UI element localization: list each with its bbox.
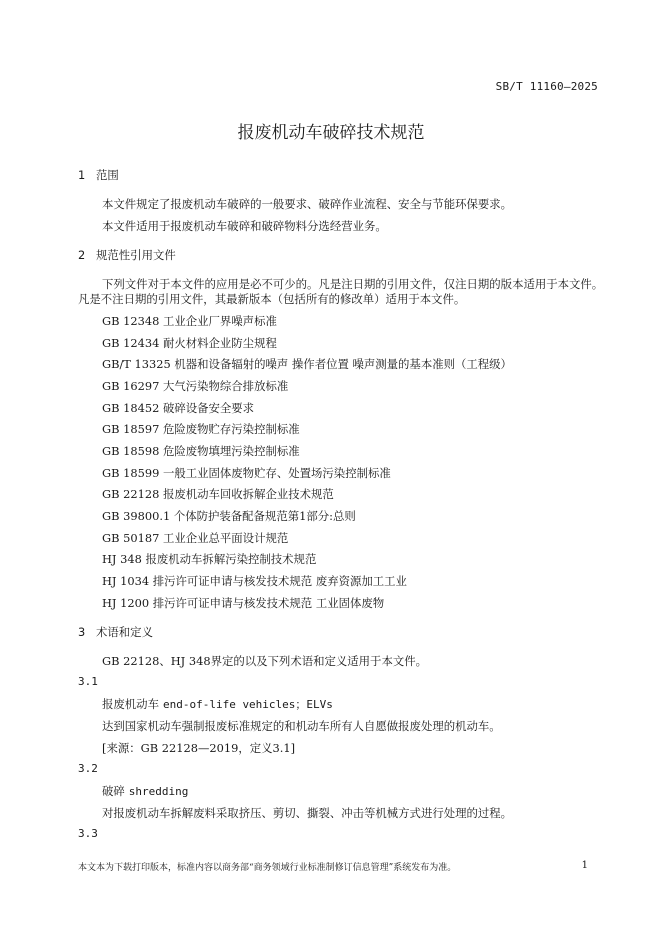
section-number: 1 [78, 168, 86, 182]
footer-note: 本文本为下载打印版本，标准内容以商务部“商务领域行业标准制修订信息管理”系统发布为准。 [78, 863, 457, 873]
term-english: shredding [128, 785, 189, 798]
reference-item: GB 12348 工业企业厂界噪声标准 [102, 314, 277, 328]
section-title: 规范性引用文件 [96, 248, 176, 262]
section-2-heading [78, 247, 176, 263]
section-number: 2 [78, 248, 86, 262]
term-heading [102, 783, 188, 799]
term-number: 3.1 [78, 675, 98, 688]
references-intro-line-1: 下列文件对于本文件的应用是必不可少的。凡是注日期的引用文件，仅注日期的版本适用于本文件。 [102, 277, 604, 291]
term-number: 3.3 [78, 827, 98, 840]
reference-item: HJ 348 报废机动车拆解污染控制技术规范 [102, 552, 317, 566]
references-intro-line-2: 凡是不注日期的引用文件，其最新版本（包括所有的修改单）适用于本文件。 [78, 292, 466, 306]
term-chinese: 破碎 [102, 784, 125, 798]
scope-paragraph-1: 本文件规定了报废机动车破碎的一般要求、破碎作业流程、安全与节能环保要求。 [102, 197, 513, 211]
section-number: 3 [78, 625, 86, 639]
reference-item: GB/T 13325 机器和设备辐射的噪声 操作者位置 噪声测量的基本准则（工程级） [102, 357, 512, 371]
page-number: 1 [581, 860, 588, 871]
term-heading [102, 696, 333, 712]
section-title: 范围 [96, 168, 119, 182]
term-definition: 对报废机动车拆解废料采取挤压、剪切、撕裂、冲击等机械方式进行处理的过程。 [102, 806, 513, 820]
term-chinese: 报废机动车 [102, 697, 159, 711]
reference-item: GB 16297 大气污染物综合排放标准 [102, 379, 289, 393]
reference-item: GB 39800.1 个体防护装备配备规范第1部分:总则 [102, 509, 356, 523]
scope-paragraph-2: 本文件适用于报废机动车破碎和破碎物料分选经营业务。 [102, 219, 387, 233]
reference-item: HJ 1034 排污许可证申请与核发技术规范 废弃资源加工工业 [102, 574, 407, 588]
term-source: [来源：GB 22128—2019，定义3.1] [102, 741, 296, 755]
reference-item: GB 22128 报废机动车回收拆解企业技术规范 [102, 487, 334, 501]
reference-item: GB 18598 危险废物填埋污染控制标准 [102, 444, 300, 458]
reference-item: GB 12434 耐火材料企业防尘规程 [102, 336, 277, 350]
document-title: 报废机动车破碎技术规范 [237, 123, 425, 143]
document-code: SB/T 11160—2025 [495, 80, 598, 93]
reference-item: GB 18599 一般工业固体废物贮存、处置场污染控制标准 [102, 466, 391, 480]
reference-item: GB 18597 危险废物贮存污染控制标准 [102, 422, 300, 436]
section-3-heading [78, 624, 153, 640]
reference-item: HJ 1200 排污许可证申请与核发技术规范 工业固体废物 [102, 596, 385, 610]
section-1-heading [78, 167, 119, 183]
reference-item: GB 50187 工业企业总平面设计规范 [102, 531, 289, 545]
term-definition: 达到国家机动车强制报废标准规定的和机动车所有人自愿做报废处理的机动车。 [102, 719, 501, 733]
terms-intro: GB 22128、HJ 348界定的以及下列术语和定义适用于本文件。 [102, 654, 428, 668]
term-number: 3.2 [78, 762, 98, 775]
section-title: 术语和定义 [96, 625, 153, 639]
term-english: end-of-life vehicles；ELVs [162, 698, 333, 711]
reference-item: GB 18452 破碎设备安全要求 [102, 401, 255, 415]
